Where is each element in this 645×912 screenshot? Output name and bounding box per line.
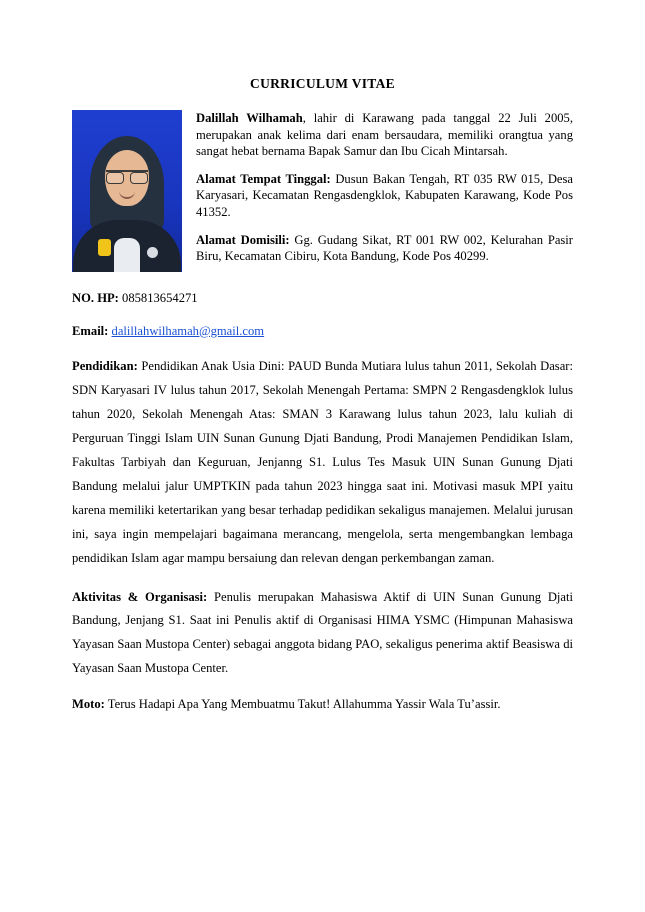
person-name: Dalillah Wilhamah — [196, 111, 303, 125]
badge-icon — [98, 239, 111, 256]
activities-text: Penulis merupakan Mahasiswa Aktif di UIN Sunan Gunung Djati Bandung, Jenjang S1. Saat ini Penulis aktif di Organisasi HIMA YSMC (Himpunan Mahasiswa Yayasan Saan Mustopa Center) sebagai anggota bidang PAO, sekaligus penerima aktif Beasiswa di Yayasan Saan Mustopa Center. — [72, 589, 573, 676]
page-title: CURRICULUM VITAE — [250, 76, 395, 91]
motto-text: Terus Hadapi Apa Yang Membuatmu Takut! Allahumma Yassir Wala Tu’assir. — [104, 697, 501, 712]
education-label: Pendidikan: — [72, 359, 138, 374]
portrait-photo — [72, 110, 182, 272]
header-block — [72, 110, 573, 272]
email-label: Email: — [72, 323, 109, 338]
body-block — [72, 290, 573, 714]
header-text — [196, 110, 573, 265]
phone-paragraph — [72, 290, 573, 308]
intro-paragraph — [196, 110, 573, 160]
education-text: Pendidikan Anak Usia Dini: PAUD Bunda Mutiara lulus tahun 2011, Sekolah Dasar: SDN Karyasari IV lulus tahun 2017, Sekolah Menengah Pertama: SMPN 2 Rengasdengklok lulus tahun 2020, Sekolah Menengah Atas: SMAN 3 Karawang lulus tahun 2023, lalu kuliah di Perguruan Tinggi Islam UIN Sunan Gunung Djati Bandung, Prodi Manajemen Pendidikan Islam, Fakultas Tarbiyah dan Keguruan, Jenjanng S1. Lulus Tes Masuk UIN Sunan Gunung Djati Bandung melalui jalur UMPTKIN pada tahun 2023 hingga saat ini. Motivasi masuk MPI yaitu karena memiliki ketertarikan yang besar terhadap pedidikan sekaligus manajemen. Melalui jurusan ini, saya ingin mempelajari bagaimana merancang, mengelola, serta mengembangkan lembaga pendidikan Islam agar mampu bersaiung dan relevan dengan perkembangan zaman. — [72, 359, 573, 565]
activities-label: Aktivitas & Organisasi: — [72, 589, 208, 604]
motto-label: Moto: — [72, 697, 105, 712]
phone-label: NO. HP: — [72, 291, 119, 305]
shirt-shape — [114, 238, 140, 272]
intro-text: , lahir di Karawang pada tanggal 22 Juli 2005, merupakan anak kelima dari enam bersaudara, memiliki orangtua yang sangat hebat bernama Bapak Samur dan Ibu Cicah Mintarsah. — [196, 111, 573, 159]
motto-paragraph — [72, 696, 573, 714]
residence-text: Dusun Bakan Tengah, RT 035 RW 015, Desa Karyasari, Kecamatan Rengasdengklok, Kabupaten Karawang, Kode Pos 41352. — [196, 171, 573, 220]
pin-icon — [147, 247, 158, 258]
residence-paragraph — [196, 171, 573, 221]
glasses-icon — [106, 170, 148, 183]
email-link[interactable]: dalillahwilhamah@gmail.com — [111, 323, 265, 338]
domicile-paragraph — [196, 232, 573, 265]
education-paragraph — [72, 355, 573, 570]
activities-paragraph — [72, 586, 573, 682]
domicile-label: Alamat Domisili: — [196, 232, 290, 247]
residence-label: Alamat Tempat Tinggal: — [196, 171, 331, 186]
email-paragraph — [72, 323, 573, 341]
phone-value: 085813654271 — [118, 291, 198, 305]
domicile-text: Gg. Gudang Sikat, RT 001 RW 002, Kelurahan Pasir Biru, Kecamatan Cibiru, Kota Bandung, Kode Pos 40299. — [196, 232, 574, 264]
